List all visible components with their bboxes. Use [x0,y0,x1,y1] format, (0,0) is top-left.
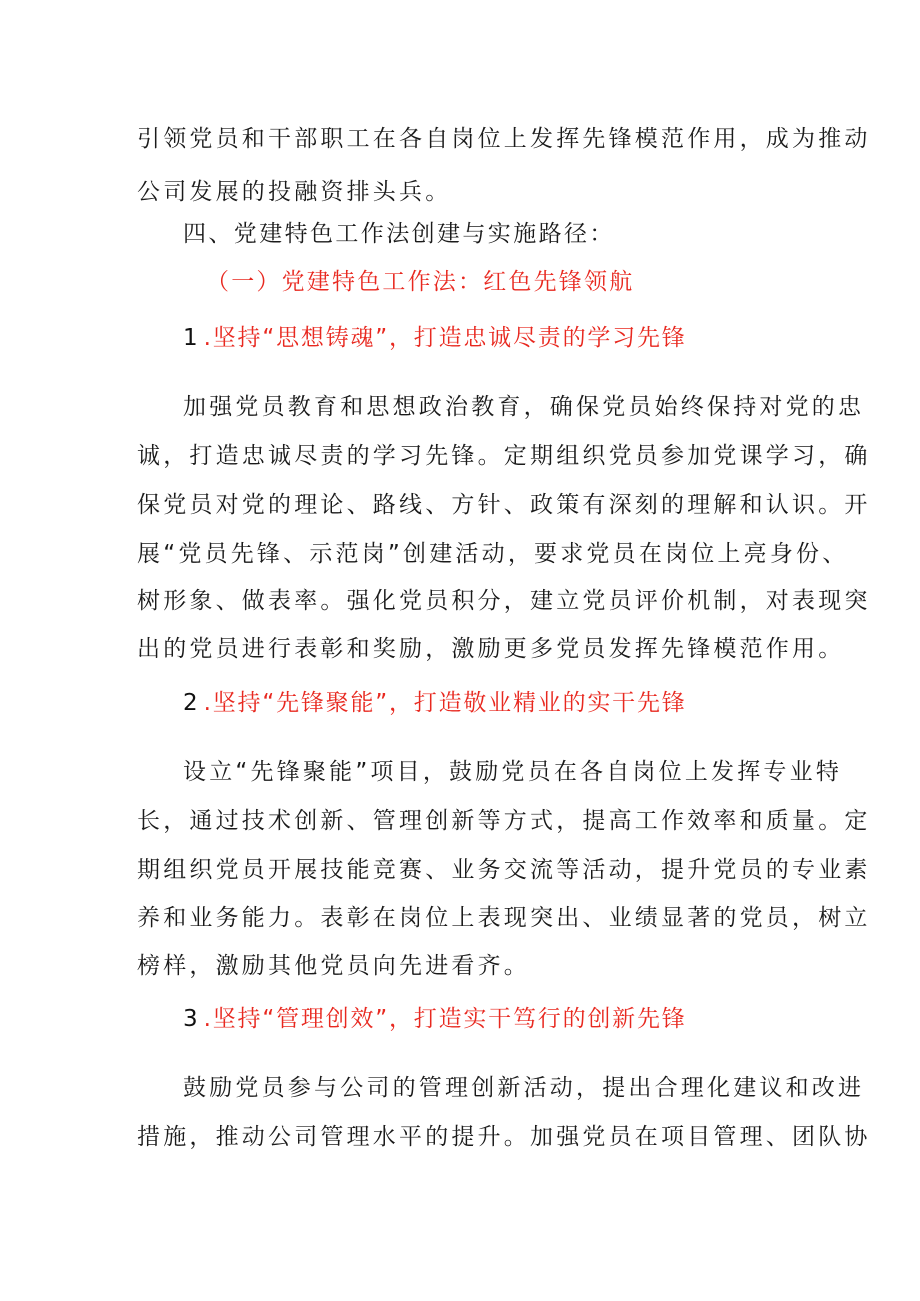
item-1-body-line-6: 出的党员进行表彰和奖励，激励更多党员发挥先锋模范作用。 [137,636,845,662]
item-3-body-line-2: 措施，推动公司管理水平的提升。加强党员在项目管理、团队协 [137,1124,871,1150]
item-3-number: 3 [183,1006,198,1032]
item-1-body-line-4: 展“党员先锋、示范岗”创建活动，要求党员在岗位上亮身份、 [137,541,849,567]
item-2-title: .坚持“先锋聚能”，打造敬业精业的实干先锋 [203,690,687,716]
item-1-body-line-3: 保党员对党的理论、路线、方针、政策有深刻的理解和认识。开 [137,492,871,518]
item-1-body-line-2: 诚，打造忠诚尽责的学习先锋。定期组织党员参加党课学习，确 [137,443,871,469]
item-2-body-line-4: 养和业务能力。表彰在岗位上表现突出、业绩显著的党员，树立 [137,905,871,931]
item-2-body-line-1: 设立“先锋聚能”项目，鼓励党员在各自岗位上发挥专业特 [183,759,843,785]
item-3-title: .坚持“管理创效”，打造实干笃行的创新先锋 [203,1006,687,1032]
item-3-heading [183,1004,835,1034]
item-1-number: 1 [183,325,198,351]
item-2-body-line-5: 榜样，激励其他党员向先进看齐。 [137,953,530,979]
item-1-heading [183,323,835,353]
item-3-body-line-1: 鼓励党员参与公司的管理创新活动，提出合理化建议和改进 [183,1075,865,1101]
item-2-body-line-2: 长，通过技术创新、管理创新等方式，提高工作效率和质量。定 [137,808,871,834]
intro-line-1: 引领党员和干部职工在各自岗位上发挥先锋模范作用，成为推动 [137,126,871,152]
section-title: 四、党建特色工作法创建与实施路径： [183,221,615,247]
item-2-heading [183,688,835,718]
item-1-body-line-5: 树形象、做表率。强化党员积分，建立党员评价机制，对表现突 [137,588,871,614]
item-1-title: .坚持“思想铸魂”，打造忠诚尽责的学习先锋 [203,325,687,351]
intro-line-2: 公司发展的投融资排头兵。 [137,179,452,205]
item-2-body-line-3: 期组织党员开展技能竞赛、业务交流等活动，提升党员的专业素 [137,857,871,883]
item-1-body-line-1: 加强党员教育和思想政治教育，确保党员始终保持对党的忠 [183,394,865,420]
item-2-number: 2 [183,690,198,716]
subsection-title: （一）党建特色工作法：红色先锋领航 [206,269,635,295]
